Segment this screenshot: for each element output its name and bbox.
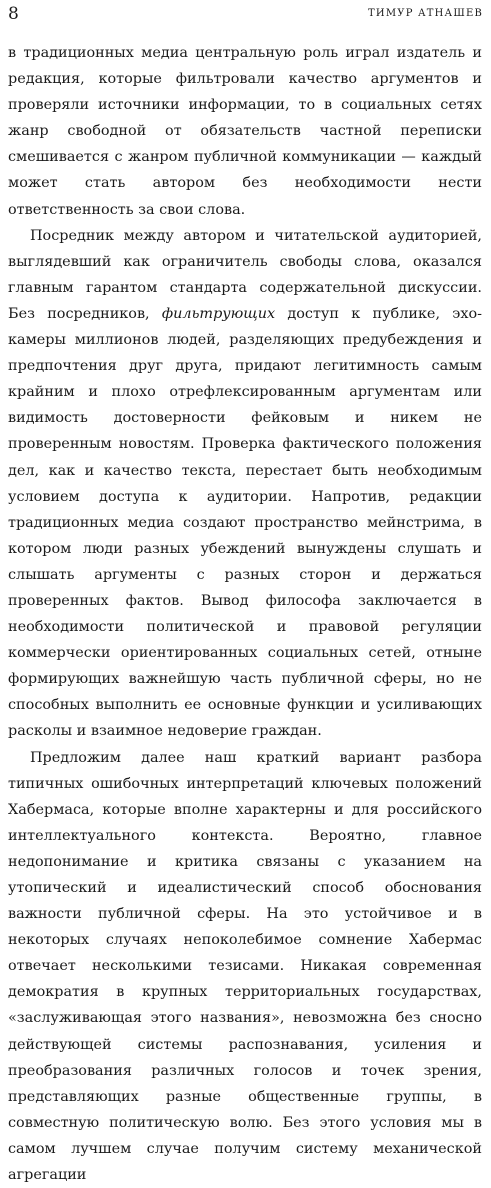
page-number: 8 <box>8 4 19 24</box>
paragraph-2 <box>8 223 482 745</box>
italic-emphasis: фильтрующих <box>161 305 276 322</box>
body-text <box>8 40 482 1188</box>
paragraph-2-end: доступ к публике, эхо-камеры миллионов людей, разделяющих предубеждения и предпочтения друг друга, придают легитимность самым крайним и плохо отрефлексированным аргументам или видимость достоверности фейковым и никем не проверенным новостям. Проверка фактического положения дел, как и качество текста, перестает быть необходимым условием доступа к аудитории. Напротив, редакции традиционных медиа создают пространство мейнстрима, в котором люди разных убеждений вынуждены слушать и слышать аргументы с разных сторон и держаться проверенных фактов. Вывод философа заключается в необходимости политической и правовой регуляции коммерчески ориентированных социальных сетей, отныне формирующих важнейшую часть публичной сферы, но не способных выполнить ее основные функции и усиливающих расколы и взаимное недоверие граждан. <box>8 305 482 740</box>
running-head-author: ТИМУР АТНАШЕВ <box>368 8 483 19</box>
paragraph-3: Предложим далее наш краткий вариант разбора типичных ошибочных интерпретаций ключевых положений Хабермаса, которые вполне характерны и для российского интеллектуального контекста. Вероятно, главное недопонимание и критика связаны с указанием на утопический и идеалистический способ обоснования важности публичной сферы. На это устойчивое и в некоторых случаях непоколебимое сомнение Хабермас отвечает несколькими тезисами. Никакая современная демократия в крупных территориальных государствах, «заслуживающая этого названия», невозможна без сносно действующей системы распознавания, усиления и преобразования различных голосов и точек зрения, представляющих разные общественные группы, в совместную политическую волю. Без этого условия мы в самом лучшем случае получим систему механической агрегации <box>8 749 482 1184</box>
paragraph-2-start: Посредник между автором и читательской аудиторией, выглядевший как ограничитель свободы слова, оказался главным гарантом стандарта содержательной дискуссии. Без посредников, <box>8 227 482 322</box>
paragraph-1: в традиционных медиа центральную роль играл издатель и редакция, которые фильтровали качество аргументов и проверяли источники информации, то в социальных сетях жанр свободной от обязательств частной переписки смешивается с жанром публичной коммуникации — каждый может стать автором без необходимости нести ответственность за свои слова. <box>8 45 482 218</box>
page-header <box>8 4 483 24</box>
